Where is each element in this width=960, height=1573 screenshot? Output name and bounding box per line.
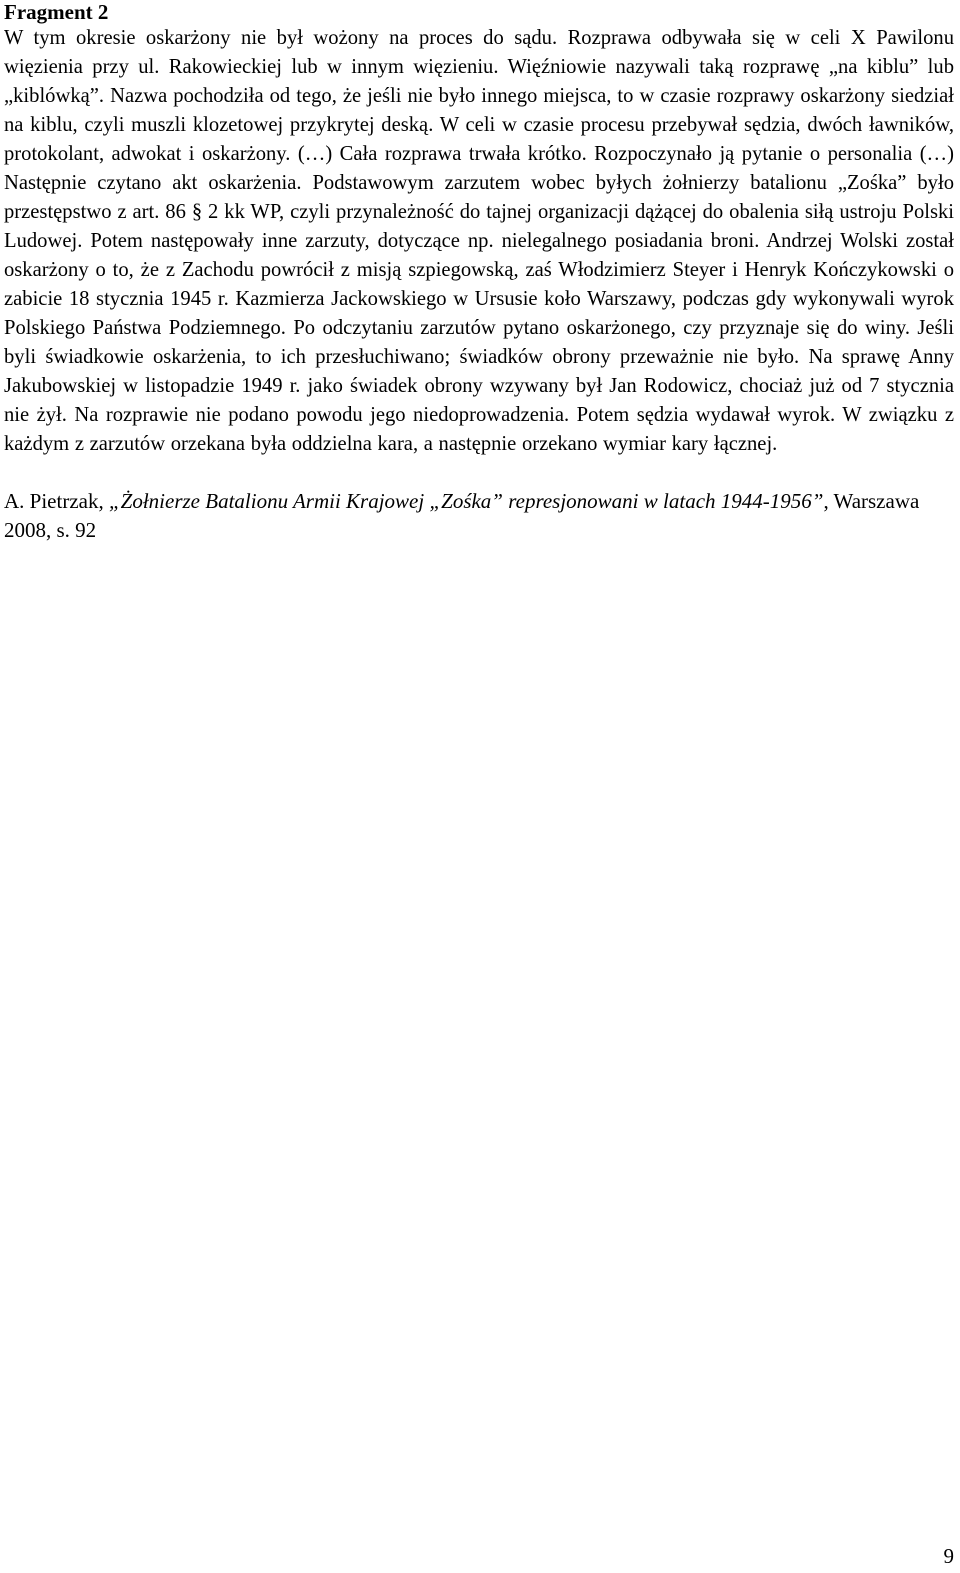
citation-book-title: „Żołnierze Batalionu Armii Krajowej „Zośka” represjonowani w latach 1944-1956” bbox=[108, 489, 824, 513]
citation bbox=[4, 487, 954, 545]
body-paragraph: W tym okresie oskarżony nie był wożony na proces do sądu. Rozprawa odbywała się w celi X Pawilonu więzienia przy ul. Rakowieckiej lub w innym więzieniu. Więźniowie nazywali taką rozprawę „na kiblu” lub „kiblówką”. Nazwa pochodziła od tego, że jeśli nie było innego miejsca, to w czasie rozprawy oskarżony siedział na kiblu, czyli muszli klozetowej przykrytej deską. W celi w czasie procesu przebywał sędzia, dwóch ławników, protokolant, adwokat i oskarżony. (…) Cała rozprawa trwała krótko. Rozpoczynało ją pytanie o personalia (…) Następnie czytano akt oskarżenia. Podstawowym zarzutem wobec byłych żołnierzy batalionu „Zośka” było przestępstwo z art. 86 § 2 kk WP, czyli przynależność do tajnej organizacji dążącej do obalenia siłą ustroju Polski Ludowej. Potem następowały inne zarzuty, dotyczące np. nielegalnego posiadania broni. Andrzej Wolski został oskarżony o to, że z Zachodu powrócił z misją szpiegowską, zaś Włodzimierz Steyer i Henryk Kończykowski o zabicie 18 stycznia 1945 r. Kazmierza Jackowskiego w Ursusie koło Warszawy, podczas gdy wykonywali wyrok Polskiego Państwa Podziemnego. Po odczytaniu zarzutów pytano oskarżonego, czy przyznaje się do winy. Jeśli byli świadkowie oskarżenia, to ich przesłuchiwano; świadków obrony przeważnie nie było. Na sprawę Anny Jakubowskiej w listopadzie 1949 r. jako świadek obrony wzywany był Jan Rodowicz, chociaż już od 7 stycznia nie żył. Na rozprawie nie podano powodu jego niedoprowadzenia. Potem sędzia wydawał wyrok. W związku z każdym z zarzutów orzekana była oddzielna kara, a następnie orzekano wymiar kary łącznej. bbox=[4, 27, 954, 455]
citation-publication: , Warszawa 2008, s. 92 bbox=[4, 489, 920, 542]
fragment-title: Fragment 2 bbox=[4, 0, 109, 24]
citation-author: A. Pietrzak, bbox=[4, 489, 109, 513]
page-number: 9 bbox=[943, 1544, 954, 1568]
document-page bbox=[4, 0, 954, 566]
